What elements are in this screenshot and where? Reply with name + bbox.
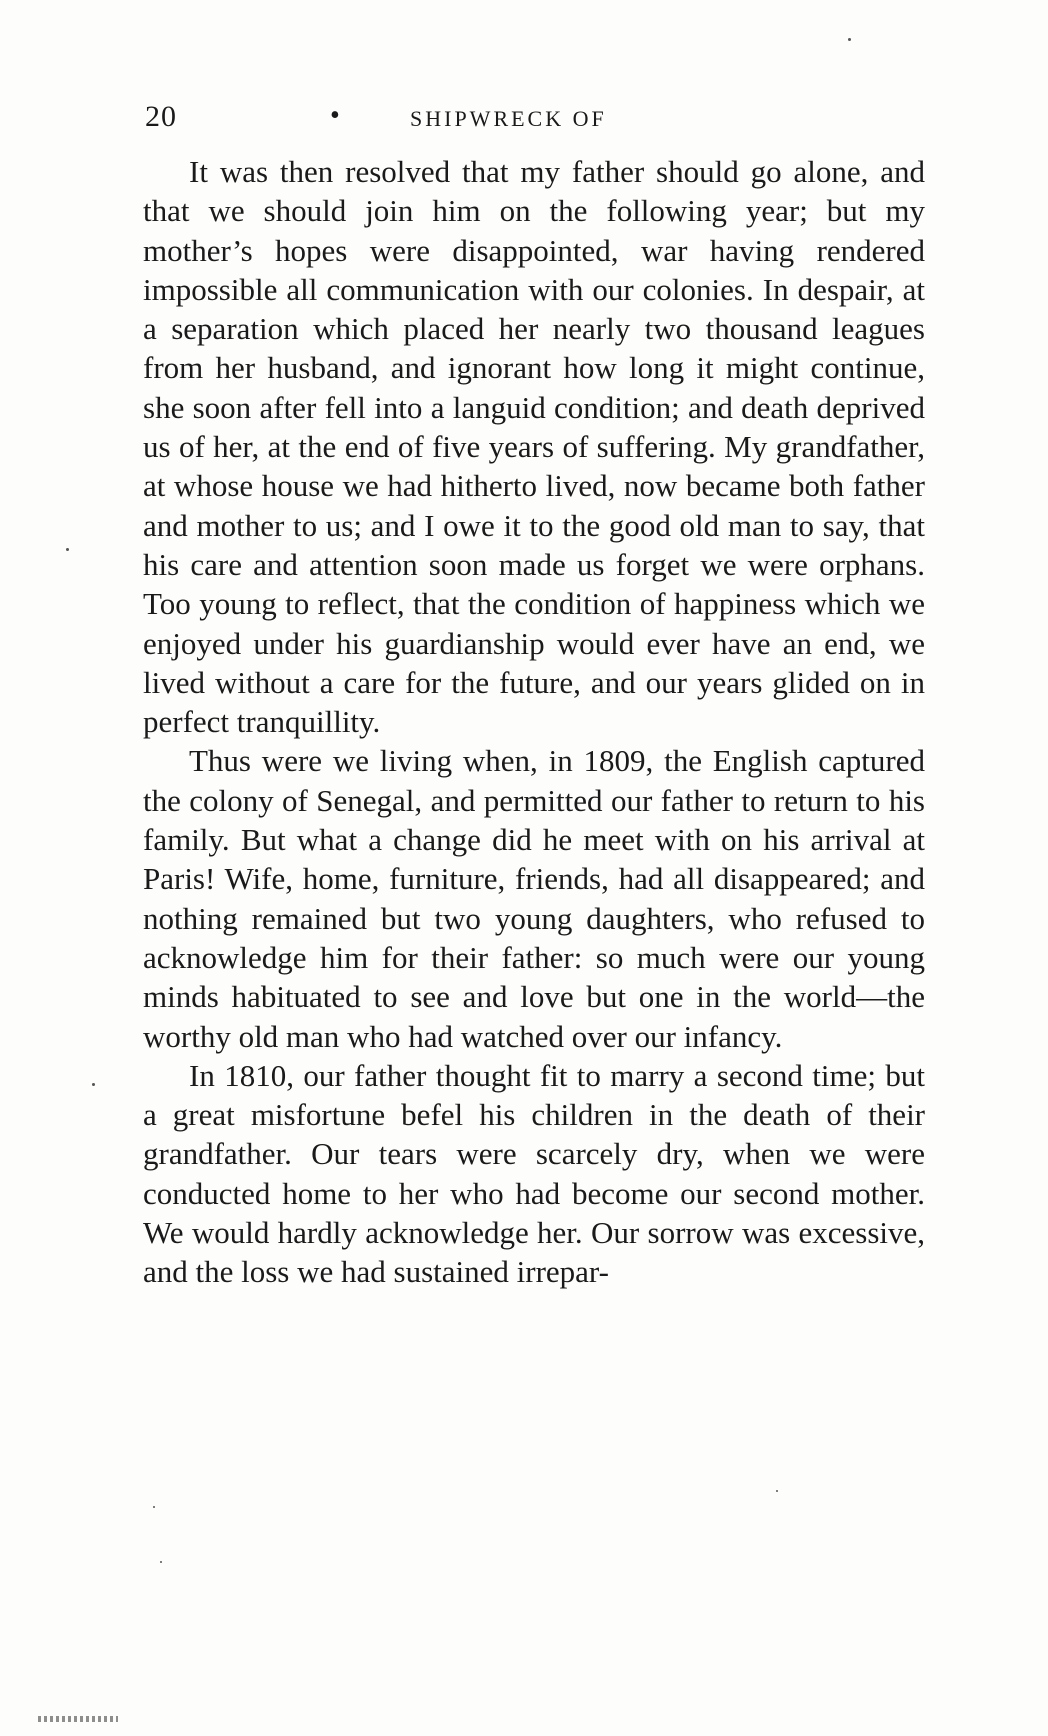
running-head [145,100,925,140]
body-text [143,152,925,1292]
paper-speck [92,1083,95,1086]
paper-speck [848,38,851,41]
paper-speck [160,1561,162,1563]
paper-speck [776,1490,778,1492]
paragraph: In 1810, our father thought fit to marry a second time; but a great misfortune befel his children in the death of their grandfather. Our tears were scarcely dry, when we were conducted home to her who had become our second mother. We would hardly acknowledge her. Our sorrow was excessive, and the loss we had sustained irrepar- [143,1057,925,1290]
footer-mark [38,1716,118,1722]
page-number: 20 [145,100,177,133]
paper-speck [153,1506,155,1508]
running-head-separator: • [330,100,340,131]
running-title: SHIPWRECK OF [410,106,607,131]
paper-speck [66,548,69,551]
paragraph: Thus were we living when, in 1809, the English captured the colony of Senegal, and permitted our father to return to his family. But what a change did he meet with on his arrival at Paris! Wife, home, furniture, friends, had all disappeared; and nothing remained but two young daughters, who refused to acknowledge him for their father: so much were our young minds habituated to see and love but one in the world—the worthy old man who had watched over our infancy. [143,743,925,1054]
paragraph: It was then resolved that my father should go alone, and that we should join him on the following year; but my mother’s hopes were disappointed, war having rendered impossible all communication with our colonies. In despair, at a separation which placed her nearly two thousand leagues from her husband, and ignorant how long it might continue, she soon after fell into a languid condition; and death deprived us of her, at the end of five years of suffering. My grandfather, at whose house we had hitherto lived, now became both father and mother to us; and I owe it to the good old man to say, that his care and attention soon made us forget we were orphans. Too young to reflect, that the condition of happiness which we enjoyed under his guardianship would ever have an end, we lived without a care for the future, and our years glided on in perfect tranquillity. [143,154,925,740]
